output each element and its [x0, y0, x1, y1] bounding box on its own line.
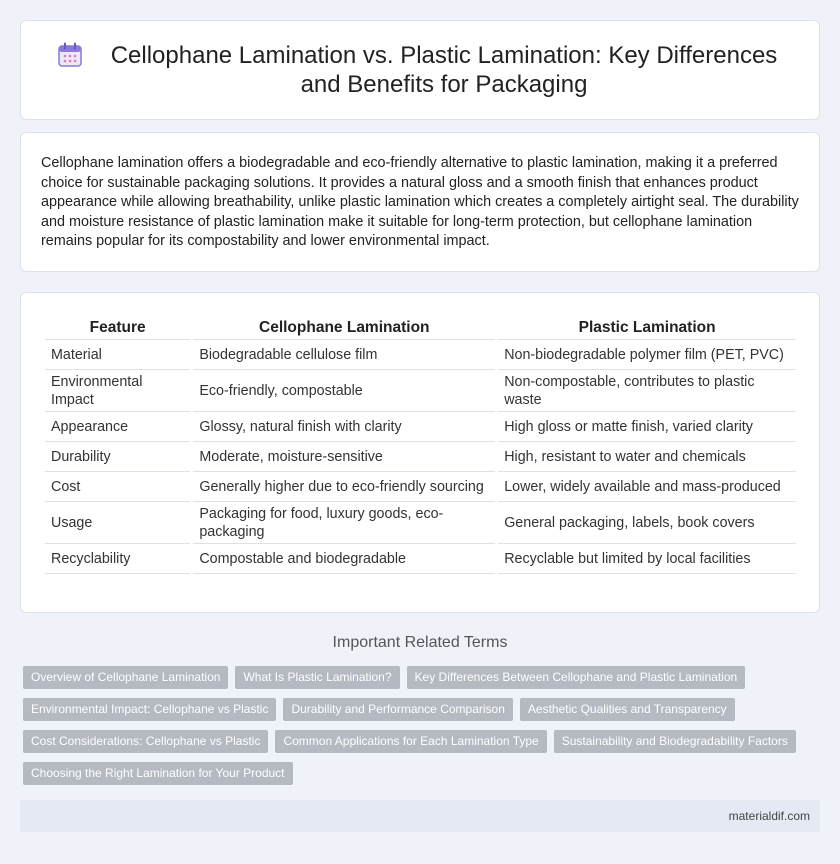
plastic-cell: Recyclable but limited by local facilities	[498, 544, 796, 574]
table-row	[45, 442, 796, 472]
related-term-tag[interactable]: Aesthetic Qualities and Transparency	[520, 698, 735, 721]
related-term-tag[interactable]: What Is Plastic Lamination?	[235, 666, 399, 689]
cellophane-cell: Generally higher due to eco-friendly sourcing	[193, 472, 495, 502]
feature-cell: Environmental Impact	[45, 370, 190, 412]
plastic-cell: High gloss or matte finish, varied clarity	[498, 412, 796, 442]
table-header-row	[45, 317, 796, 340]
plastic-cell: Non-biodegradable polymer film (PET, PVC)	[498, 340, 796, 370]
header-plastic: Plastic Lamination	[498, 317, 796, 340]
feature-cell: Material	[45, 340, 190, 370]
cellophane-cell: Moderate, moisture-sensitive	[193, 442, 495, 472]
intro-paragraph: Cellophane lamination offers a biodegradable and eco-friendly alternative to plastic lamination, making it a preferred choice for sustainable packaging solutions. It provides a natural gloss and a smooth finish that enhances product appearance while allowing breathability, unlike plastic lamination which creates a completely airtight seal. The durability and moisture resistance of plastic lamination make it suitable for long-term protection, but cellophane lamination remains popular for its compostability and lower environmental impact.	[41, 155, 799, 249]
title-card	[20, 20, 820, 120]
intro-card	[20, 132, 820, 272]
table-row	[45, 370, 796, 412]
plastic-cell: Non-compostable, contributes to plastic waste	[498, 370, 796, 412]
feature-cell: Usage	[45, 502, 190, 544]
cellophane-cell: Eco-friendly, compostable	[193, 370, 495, 412]
comparison-card	[20, 292, 820, 613]
cellophane-cell: Glossy, natural finish with clarity	[193, 412, 495, 442]
page-title: Cellophane Lamination vs. Plastic Lamination: Key Differences and Benefits for Packaging	[110, 42, 778, 98]
comparison-table	[42, 317, 799, 574]
related-term-tag[interactable]: Choosing the Right Lamination for Your Product	[23, 762, 293, 785]
calendar-icon	[56, 41, 84, 69]
table-row	[45, 340, 796, 370]
related-term-tag[interactable]: Cost Considerations: Cellophane vs Plastic	[23, 730, 268, 753]
related-term-tag[interactable]: Overview of Cellophane Lamination	[23, 666, 228, 689]
cellophane-cell: Packaging for food, luxury goods, eco-packaging	[193, 502, 495, 544]
related-term-tag[interactable]: Durability and Performance Comparison	[283, 698, 512, 721]
header-feature: Feature	[45, 317, 190, 340]
related-term-tag[interactable]: Key Differences Between Cellophane and Plastic Lamination	[407, 666, 746, 689]
table-row	[45, 472, 796, 502]
related-term-tag[interactable]: Sustainability and Biodegradability Factors	[554, 730, 796, 753]
table-row	[45, 544, 796, 574]
cellophane-cell: Biodegradable cellulose film	[193, 340, 495, 370]
table-row	[45, 502, 796, 544]
plastic-cell: Lower, widely available and mass-produced	[498, 472, 796, 502]
related-terms-heading: Important Related Terms	[332, 634, 508, 651]
feature-cell: Recyclability	[45, 544, 190, 574]
footer-bar	[20, 800, 820, 832]
title-row	[21, 21, 819, 119]
related-terms-list	[23, 666, 803, 785]
cellophane-cell: Compostable and biodegradable	[193, 544, 495, 574]
related-term-tag[interactable]: Environmental Impact: Cellophane vs Plastic	[23, 698, 276, 721]
feature-cell: Durability	[45, 442, 190, 472]
header-cellophane: Cellophane Lamination	[193, 317, 495, 340]
plastic-cell: General packaging, labels, book covers	[498, 502, 796, 544]
feature-cell: Appearance	[45, 412, 190, 442]
feature-cell: Cost	[45, 472, 190, 502]
footer-site-link[interactable]: materialdif.com	[728, 809, 810, 823]
plastic-cell: High, resistant to water and chemicals	[498, 442, 796, 472]
table-row	[45, 412, 796, 442]
related-term-tag[interactable]: Common Applications for Each Lamination Type	[275, 730, 546, 753]
